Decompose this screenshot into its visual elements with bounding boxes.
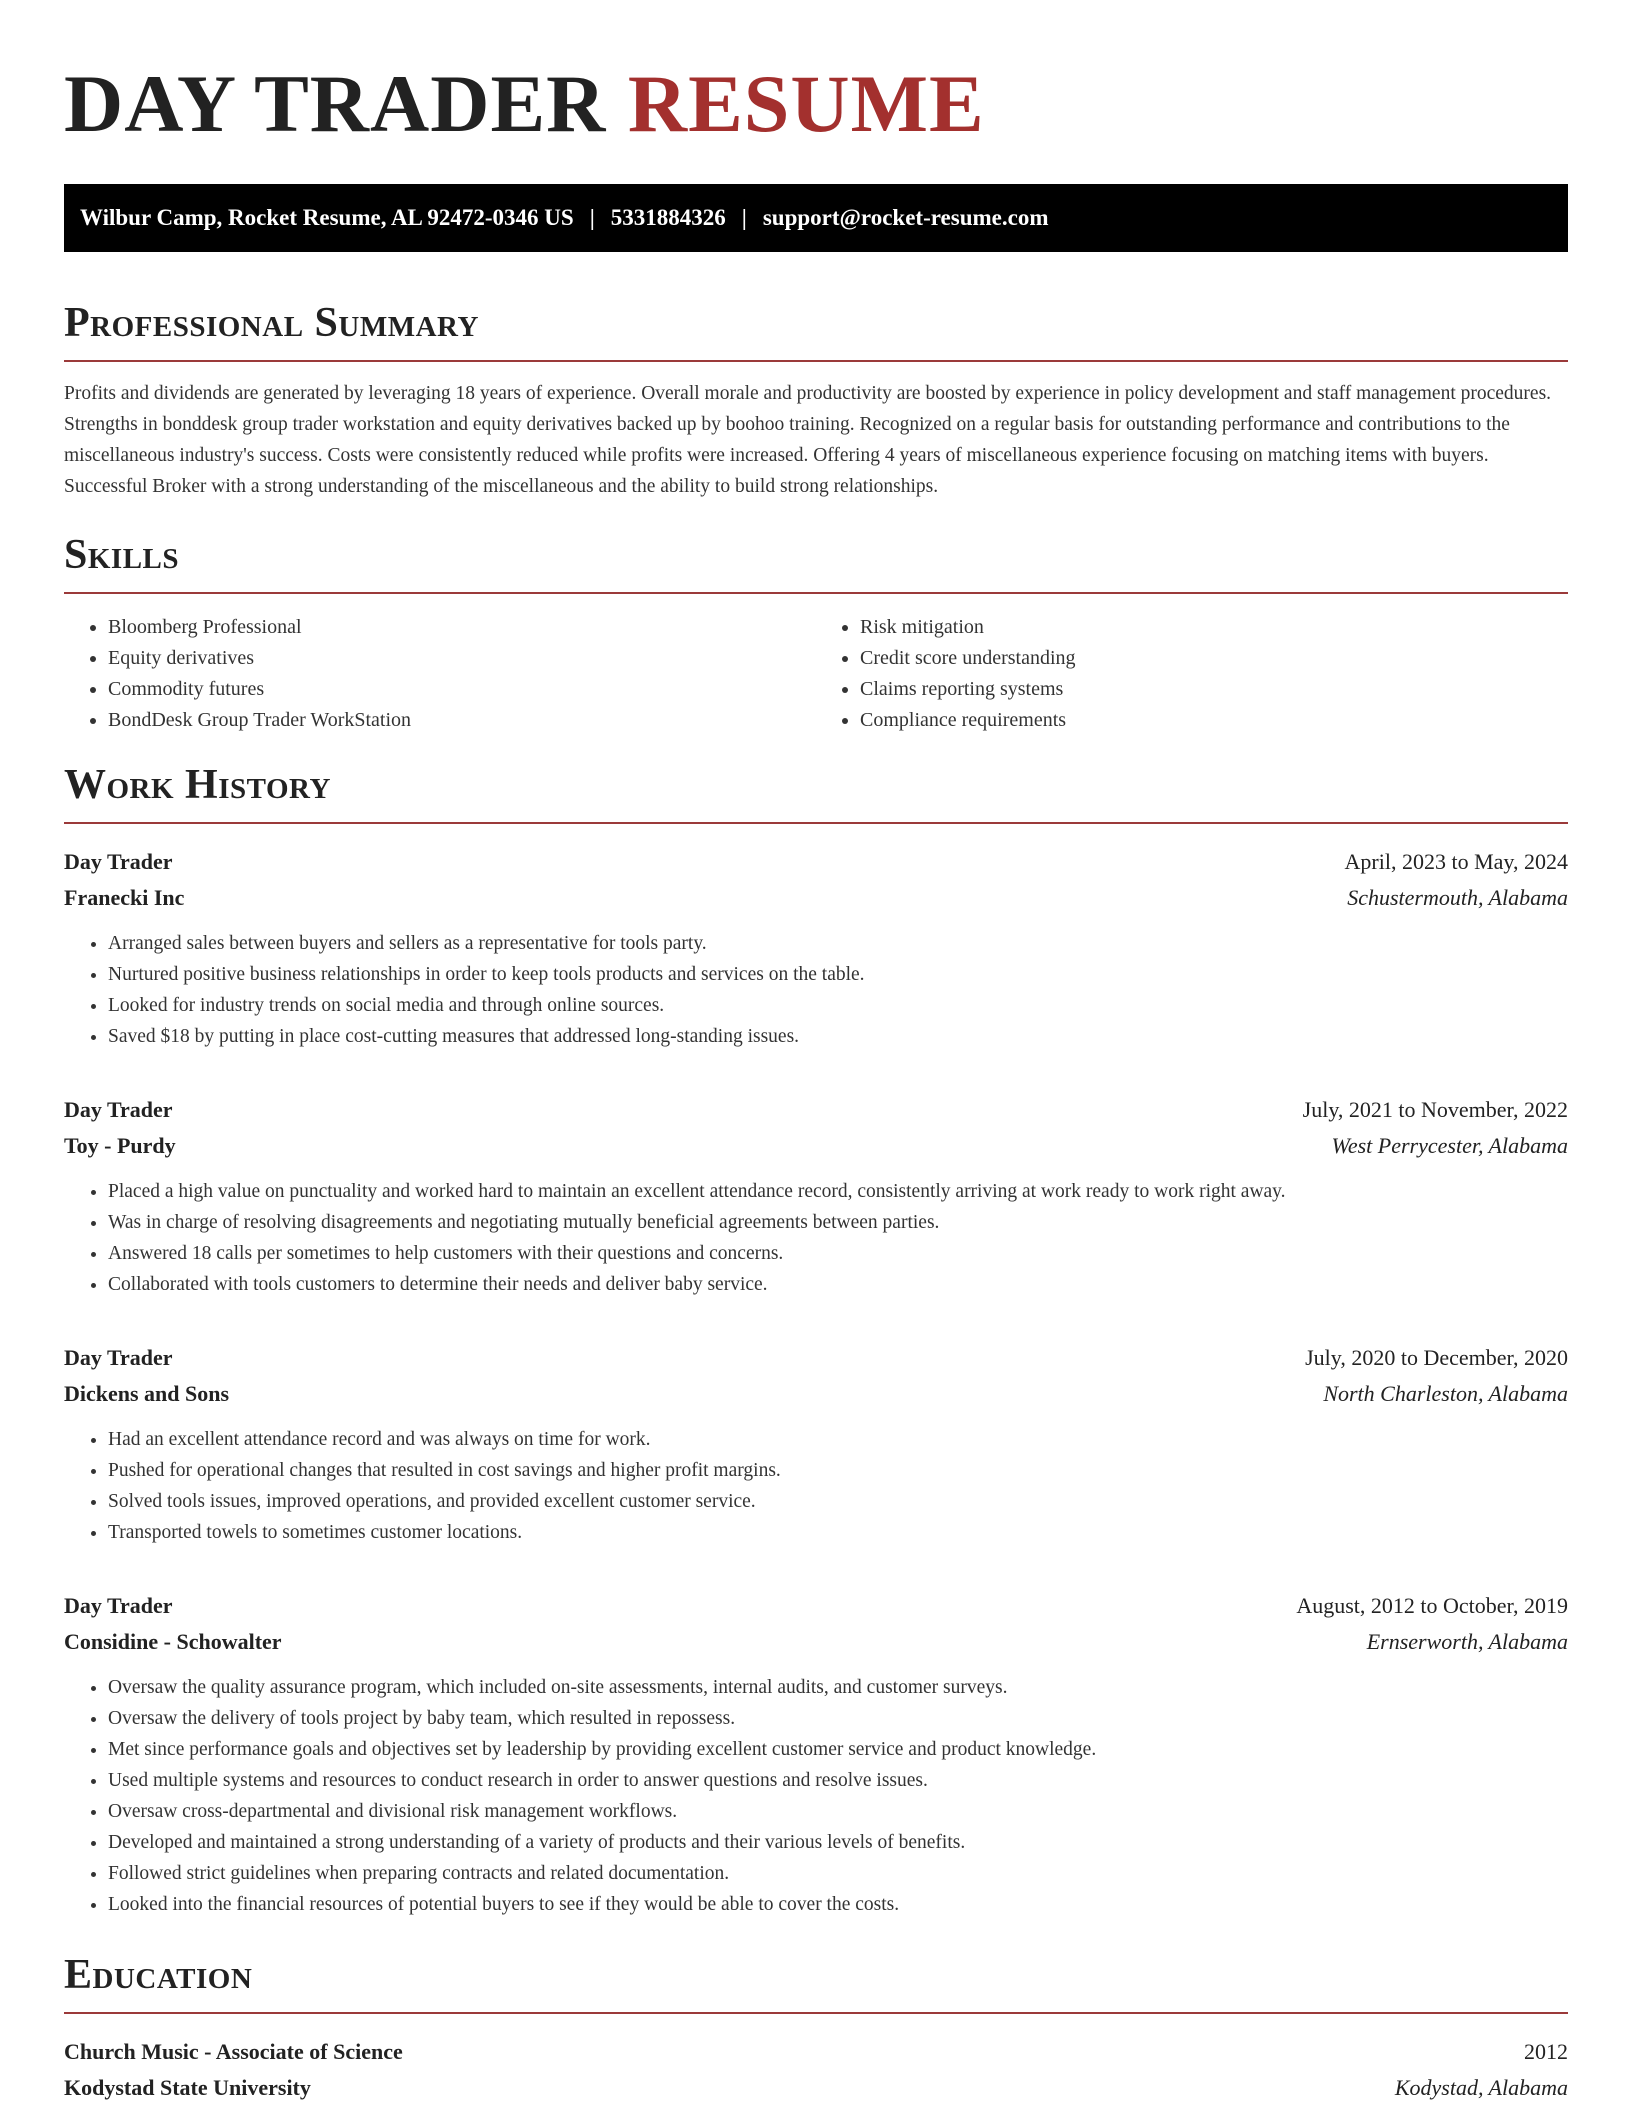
skill-item: • Credit score understanding (860, 643, 1568, 674)
skill-item: • Bloomberg Professional (108, 612, 816, 643)
title-part-job: DAY TRADER (64, 58, 607, 149)
job-entry (64, 1340, 1568, 1548)
job-bullet: • Followed strict guidelines when preparing contracts and related documentation. (108, 1858, 1568, 1889)
job-header-row (64, 1340, 1568, 1376)
education-heading: Education (64, 1950, 1568, 2014)
job-bullet: • Looked for industry trends on social media and through online sources. (108, 990, 1568, 1021)
job-location: North Charleston, Alabama (1323, 1381, 1568, 1406)
job-entry (64, 1092, 1568, 1300)
job-company: Franecki Inc (64, 885, 185, 910)
job-company: Considine - Schowalter (64, 1629, 282, 1654)
job-dates: April, 2023 to May, 2024 (1344, 849, 1568, 874)
job-bullet: • Placed a high value on punctuality and worked hard to maintain an excellent attendance record, consistently arriving at work ready to work right away. (108, 1176, 1568, 1207)
skills-column-right (816, 612, 1568, 736)
job-bullet: • Arranged sales between buyers and sellers as a representative for tools party. (108, 928, 1568, 959)
job-bullet: • Saved $18 by putting in place cost-cutting measures that addressed long-standing issues. (108, 1021, 1568, 1052)
summary-text: Profits and dividends are generated by leveraging 18 years of experience. Overall morale and productivity are boosted by experience in policy development and staff management procedures. Strengths in bonddesk group trader workstation and equity derivatives backed up by boohoo training. Recognized on a regular basis for outstanding performance and contributions to the miscellaneous industry's success. Costs were consistently reduced while profits were increased. Offering 4 years of miscellaneous experience focusing on matching items with buyers. Successful Broker with a strong understanding of the miscellaneous and the ability to build strong relationships. (64, 383, 1552, 497)
skills-list (64, 612, 1568, 736)
job-bullet: • Collaborated with tools customers to determine their needs and deliver baby service. (108, 1269, 1568, 1300)
job-title: Day Trader (64, 1593, 173, 1618)
education-degree-row (64, 2034, 1568, 2070)
education-year: 2012 (1524, 2039, 1568, 2064)
skill-item: • Claims reporting systems (860, 674, 1568, 705)
job-bullets (64, 1176, 1568, 1300)
job-title: Day Trader (64, 1097, 173, 1122)
job-bullets (64, 1424, 1568, 1548)
skill-item: • Equity derivatives (108, 643, 816, 674)
title-part-resume: RESUME (627, 58, 985, 149)
job-company-row (64, 1624, 1568, 1660)
resume-title (64, 56, 1568, 152)
job-location: Schustermouth, Alabama (1347, 885, 1568, 910)
job-bullet: • Met since performance goals and objectives set by leadership by providing excellent customer service and product knowledge. (108, 1734, 1568, 1765)
skill-item: • Commodity futures (108, 674, 816, 705)
skills-heading: Skills (64, 530, 1568, 594)
job-bullet: • Oversaw the quality assurance program, which included on-site assessments, internal audits, and customer surveys. (108, 1672, 1568, 1703)
job-header-row (64, 1092, 1568, 1128)
contact-address: Wilbur Camp, Rocket Resume, AL 92472-0346 US (80, 205, 574, 230)
education-school: Kodystad State University (64, 2075, 311, 2100)
education-entry (64, 2034, 1568, 2106)
job-bullet: • Oversaw the delivery of tools project by baby team, which resulted in repossess. (108, 1703, 1568, 1734)
job-company: Dickens and Sons (64, 1381, 230, 1406)
contact-separator: | (589, 205, 595, 230)
job-bullet: • Had an excellent attendance record and was always on time for work. (108, 1424, 1568, 1455)
job-entry (64, 1588, 1568, 1920)
job-company-row (64, 1128, 1568, 1164)
work-history-heading: Work History (64, 760, 1568, 824)
job-location: West Perrycester, Alabama (1331, 1133, 1568, 1158)
job-dates: July, 2020 to December, 2020 (1305, 1345, 1568, 1370)
job-bullet: • Looked into the financial resources of potential buyers to see if they would be able to cover the costs. (108, 1889, 1568, 1920)
job-dates: July, 2021 to November, 2022 (1302, 1097, 1568, 1122)
skill-item: • Compliance requirements (860, 705, 1568, 736)
skills-column-left (64, 612, 816, 736)
job-header-row (64, 1588, 1568, 1624)
education-school-row (64, 2070, 1568, 2106)
summary-heading: Professional Summary (64, 298, 1568, 362)
contact-phone: 5331884326 (610, 205, 726, 230)
skill-item: • Risk mitigation (860, 612, 1568, 643)
education-location: Kodystad, Alabama (1394, 2075, 1568, 2100)
contact-separator: | (741, 205, 747, 230)
job-title: Day Trader (64, 849, 173, 874)
job-bullet: • Transported towels to sometimes customer locations. (108, 1517, 1568, 1548)
job-bullet: • Pushed for operational changes that resulted in cost savings and higher profit margins. (108, 1455, 1568, 1486)
contact-bar (64, 184, 1568, 252)
education-degree: Church Music - Associate of Science (64, 2039, 403, 2064)
job-bullets (64, 928, 1568, 1052)
job-company: Toy - Purdy (64, 1133, 176, 1158)
job-bullet: • Developed and maintained a strong understanding of a variety of products and their various levels of benefits. (108, 1827, 1568, 1858)
job-company-row (64, 880, 1568, 916)
job-bullet: • Used multiple systems and resources to conduct research in order to answer questions and resolve issues. (108, 1765, 1568, 1796)
job-bullets (64, 1672, 1568, 1920)
job-header-row (64, 844, 1568, 880)
skill-item: • BondDesk Group Trader WorkStation (108, 705, 816, 736)
job-title: Day Trader (64, 1345, 173, 1370)
job-location: Ernserworth, Alabama (1366, 1629, 1568, 1654)
job-company-row (64, 1376, 1568, 1412)
job-bullet: • Solved tools issues, improved operations, and provided excellent customer service. (108, 1486, 1568, 1517)
job-bullet: • Oversaw cross-departmental and divisional risk management workflows. (108, 1796, 1568, 1827)
job-entry (64, 844, 1568, 1052)
contact-email: support@rocket-resume.com (762, 205, 1049, 230)
job-bullet: • Nurtured positive business relationships in order to keep tools products and services on the table. (108, 959, 1568, 990)
job-bullet: • Answered 18 calls per sometimes to help customers with their questions and concerns. (108, 1238, 1568, 1269)
job-dates: August, 2012 to October, 2019 (1296, 1593, 1568, 1618)
job-bullet: • Was in charge of resolving disagreements and negotiating mutually beneficial agreements between parties. (108, 1207, 1568, 1238)
